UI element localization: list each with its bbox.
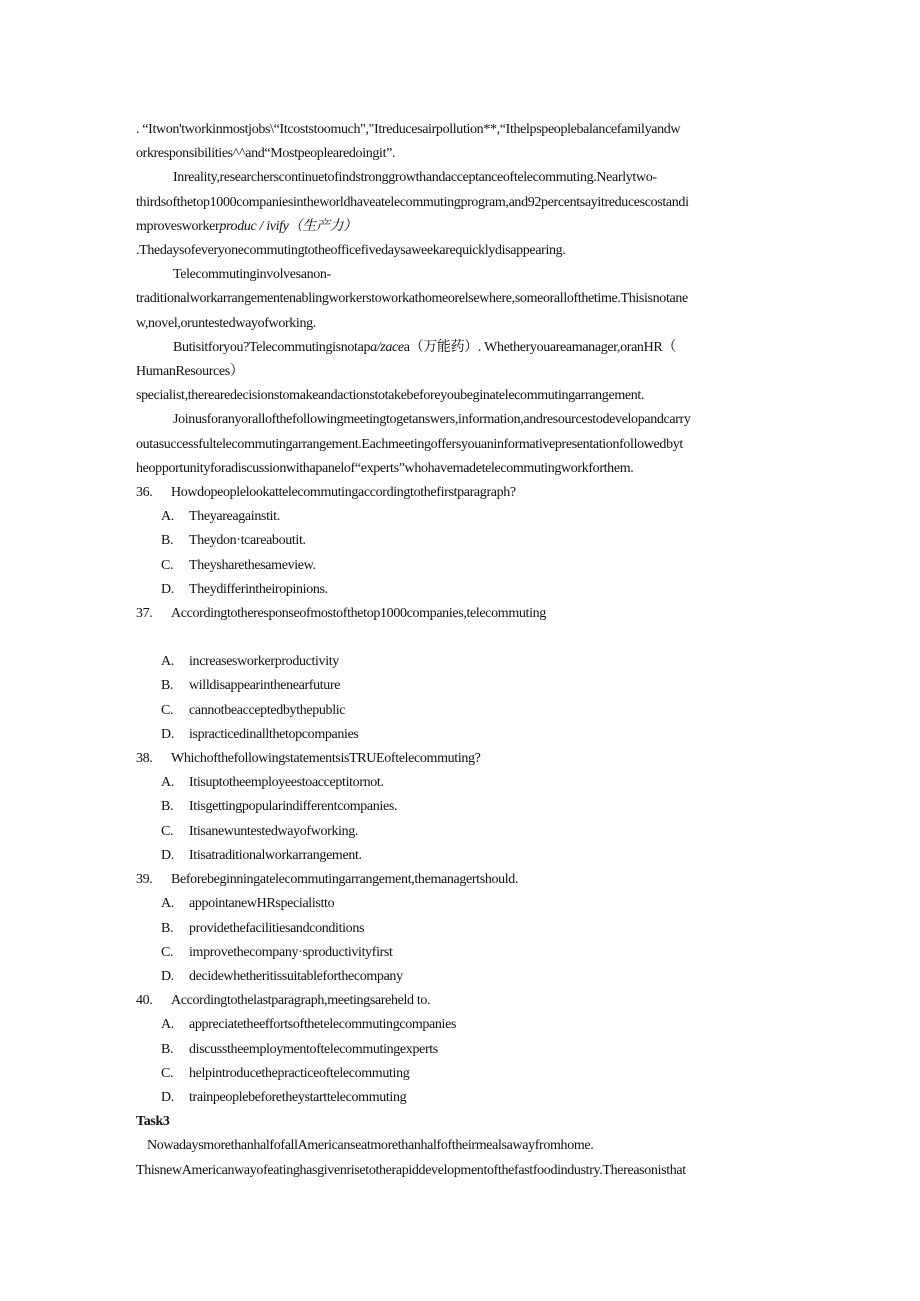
option-letter: B.	[161, 533, 174, 549]
question-number: 39.	[136, 872, 153, 888]
option-letter: A.	[161, 509, 174, 525]
option-letter: C.	[161, 1065, 174, 1081]
passage-line: Joinusforanyorallofthefollowingmeetingtogetanswers,information,andresourcestodevelopandcarry	[173, 412, 691, 428]
option-letter: C.	[161, 702, 174, 718]
passage-line: NowadaysmorethanhalfofallAmericanseatmorethanhalfoftheirmealsawayfromhome.	[147, 1138, 594, 1154]
question-36	[136, 481, 786, 505]
option-text: willdisappearinthenearfuture	[189, 678, 341, 694]
option-39-b	[136, 917, 786, 941]
option-36-d	[136, 578, 786, 602]
option-letter: D.	[161, 581, 174, 597]
passage-line: Inreality,researcherscontinuetofindstronggrowthandacceptanceoftelecommuting.Nearlytwo-	[173, 170, 657, 186]
question-number: 38.	[136, 751, 153, 767]
question-text: WhichofthefollowingstatementsisTRUEoftelecommuting?	[171, 751, 481, 767]
passage-line: . “Itwon'tworkinmostjobs\“Itcoststoomuch","Itreducesairpollution**,“Ithelpspeoplebalancefamilyandw	[136, 122, 681, 137]
option-letter: B.	[161, 678, 174, 694]
option-text: appointanewHRspecialistto	[189, 896, 335, 912]
option-text: trainpeoplebeforetheystarttelecommuting	[189, 1089, 407, 1105]
option-letter: A.	[161, 775, 174, 791]
option-40-b	[136, 1038, 786, 1062]
option-text: Itisanewuntestedwayofworking.	[189, 823, 359, 839]
passage-line: thirdsofthetop1000companiesintheworldhaveatelecommutingprogram,and92percentsayitreducescostandi	[136, 194, 689, 210]
question-39	[136, 868, 786, 892]
option-40-d	[136, 1086, 786, 1110]
question-38	[136, 747, 786, 771]
option-letter: B.	[161, 799, 174, 815]
option-letter: C.	[161, 944, 174, 960]
option-text: Itisgettingpopularindifferentcompanies.	[189, 799, 398, 815]
blank-line	[136, 626, 786, 650]
option-letter: B.	[161, 920, 174, 936]
option-letter: D.	[161, 726, 174, 742]
question-number: 36.	[136, 485, 153, 501]
option-38-c	[136, 820, 786, 844]
option-39-d	[136, 965, 786, 989]
option-36-a	[136, 505, 786, 529]
option-text: Theydon·tcareaboutit.	[189, 533, 306, 549]
passage-italic-text: produc / ivify（生产力）	[219, 218, 357, 234]
option-text: appreciatetheeffortsofthetelecommutingcompanies	[189, 1017, 457, 1033]
option-text: cannotbeacceptedbythepublic	[189, 702, 346, 718]
question-37	[136, 602, 786, 626]
question-text: Howdopeoplelookattelecommutingaccordingtothefirstparagraph?	[171, 485, 516, 501]
option-letter: A.	[161, 654, 174, 670]
option-38-d	[136, 844, 786, 868]
option-36-b	[136, 529, 786, 553]
option-letter: A.	[161, 1017, 174, 1033]
option-letter: D.	[161, 847, 174, 863]
option-text: decidewhetheritissuitableforthecompany	[189, 968, 403, 984]
passage-line: .Thedaysofeveryonecommutingtotheofficefivedaysaweekarequicklydisappearing.	[136, 243, 566, 259]
option-letter: B.	[161, 1041, 174, 1057]
option-letter: C.	[161, 823, 174, 839]
option-text: Theydifferintheiropinions.	[189, 581, 328, 597]
passage-line	[136, 336, 786, 360]
passage-text: mprovesworker	[136, 218, 220, 234]
passage-line: orkresponsibilities^^and“Mostpeoplearedoingit”.	[136, 146, 396, 162]
option-37-c	[136, 699, 786, 723]
option-40-a	[136, 1013, 786, 1037]
passage-line: specialist,therearedecisionstomakeandactionstotakebeforeyoubeginatelecommutingarrangement.	[136, 388, 645, 404]
question-text: Accordingtothelastparagraph,meetingsareheld to.	[171, 993, 431, 1009]
option-38-b	[136, 795, 786, 819]
question-number: 37.	[136, 606, 153, 622]
question-number: 40.	[136, 993, 153, 1009]
question-text: Accordingtotheresponseofmostofthetop1000companies,telecommuting	[171, 606, 546, 622]
passage-line: heopportunityforadiscussionwithapanelof“experts”whohavemadetelecommutingworkforthem.	[136, 460, 634, 476]
option-37-a	[136, 650, 786, 674]
question-40	[136, 989, 786, 1013]
passage-line	[136, 215, 786, 239]
option-39-a	[136, 892, 786, 916]
option-36-c	[136, 554, 786, 578]
option-text: ispracticedinallthetopcompanies	[189, 726, 359, 742]
passage-line: HumanResources）	[136, 364, 244, 380]
option-37-b	[136, 674, 786, 698]
passage-line: traditionalworkarrangementenablingworkerstoworkathomeorelsewhere,someorallofthetime.Thisisnotane	[136, 291, 688, 307]
option-letter: C.	[161, 557, 174, 573]
passage-text: Butisitforyou?Telecommutingisnotap	[173, 339, 371, 355]
option-text: providethefacilitiesandconditions	[189, 920, 365, 936]
option-text: Theysharethesameview.	[189, 557, 316, 573]
option-text: Itisatraditionalworkarrangement.	[189, 847, 362, 863]
option-text: Theyareagainstit.	[189, 509, 280, 525]
passage-line: ThisnewAmericanwayofeatinghasgivenrisetotherapiddevelopmentofthefastfoodindustry.Thereasonisthat	[136, 1162, 686, 1178]
passage-line: w,novel,oruntestedwayofworking.	[136, 315, 316, 331]
passage-italic-text: a/zace	[370, 339, 404, 355]
option-text: increasesworkerproductivity	[189, 654, 339, 670]
passage-line: Telecommutinginvolvesanon-	[173, 267, 331, 283]
option-letter: D.	[161, 1089, 174, 1105]
option-text: improvethecompany·sproductivityfirst	[189, 944, 393, 960]
option-letter: D.	[161, 968, 174, 984]
passage-line: outasuccessfultelecommutingarrangement.Eachmeetingoffersyouaninformativepresentationfollowedbyt	[136, 436, 683, 452]
option-38-a	[136, 771, 786, 795]
document-page	[136, 118, 786, 1183]
option-text: helpintroducethepracticeoftelecommuting	[189, 1065, 410, 1081]
option-text: discusstheemploymentoftelecommutingexperts	[189, 1041, 438, 1057]
option-letter: A.	[161, 896, 174, 912]
option-39-c	[136, 941, 786, 965]
section-heading: Task3	[136, 1114, 170, 1130]
option-text: Itisuptotheemployeestoacceptitornot.	[189, 775, 384, 791]
option-37-d	[136, 723, 786, 747]
passage-text: a（万能药）. Whetheryouareamanager,oranHR（	[403, 339, 676, 355]
question-text: Beforebeginningatelecommutingarrangement,themanagertshould.	[171, 872, 519, 888]
option-40-c	[136, 1062, 786, 1086]
